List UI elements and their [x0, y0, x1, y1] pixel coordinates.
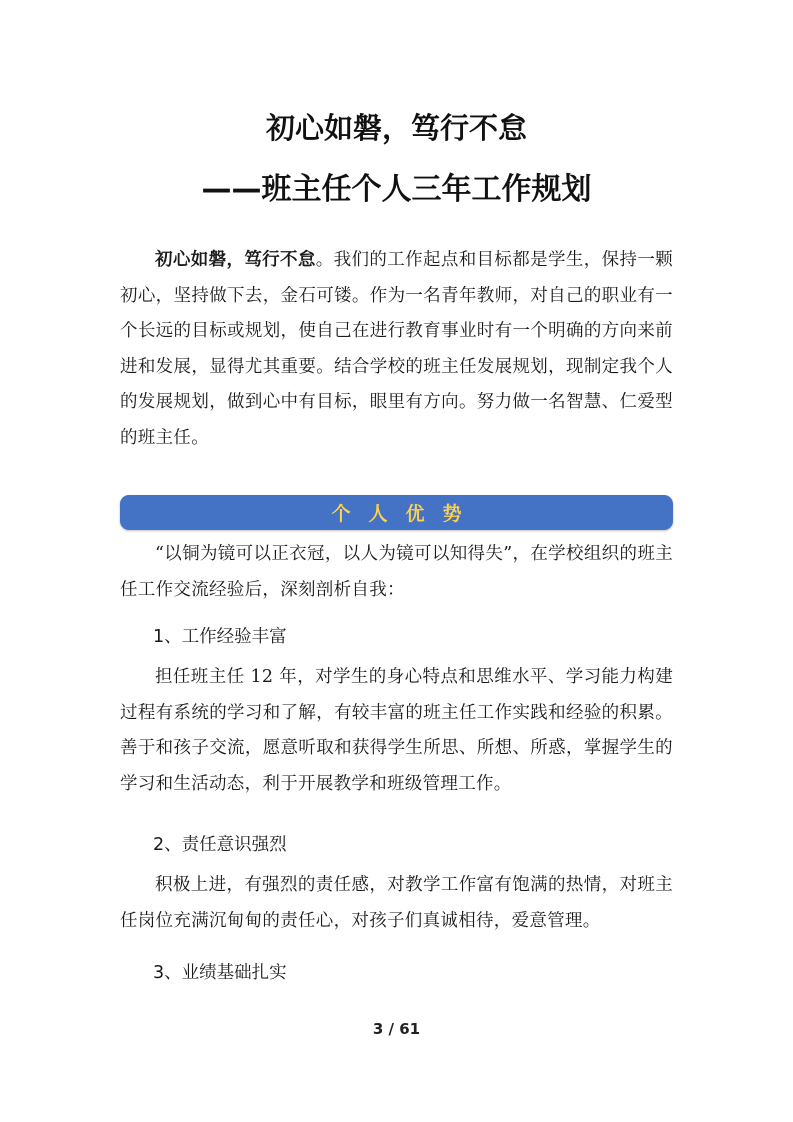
intro-paragraph: [120, 243, 673, 456]
item-paragraph-1: 担任班主任 12 年，对学生的身心特点和思维水平、学习能力构建过程有系统的学习和了解，有较丰富的班主任工作实践和经验的积累。善于和孩子交流，愿意听取和获得学生所思、所想、所惑，掌握学生的学习和生活动态，利于开展教学和班级管理工作。: [120, 667, 673, 794]
section-title: 个人优势: [331, 503, 480, 525]
document-subtitle: ——班主任个人三年工作规划: [201, 172, 592, 207]
item-heading-2: 2、责任意识强烈: [153, 835, 287, 855]
intro-text: 。我们的工作起点和目标都是学生，保持一颗初心，坚持做下去，金石可镂。作为一名青年教师，对自己的职业有一个长远的目标或规划，使自己在进行教育事业时有一个明确的方向来前进和发展，显得尤其重要。结合学校的班主任发展规划，现制定我个人的发展规划，做到心中有目标，眼里有方向。努力做一名智慧、仁爱型的班主任。: [120, 250, 673, 448]
item-heading-3: 3、业绩基础扎实: [153, 963, 287, 983]
item-paragraph-2: 积极上进，有强烈的责任感，对教学工作富有饱满的热情，对班主任岗位充满沉甸甸的责任心，对孩子们真诚相待，爱意管理。: [120, 875, 673, 931]
section-header-bar: [120, 495, 673, 530]
page-number: 3 / 61: [372, 1020, 421, 1038]
quote-paragraph: “以铜为镜可以正衣冠，以人为镜可以知得失”，在学校组织的班主任工作交流经验后，深刻剖析自我：: [120, 544, 673, 600]
intro-lead-bold: 初心如磐，笃行不怠: [155, 250, 316, 270]
item-heading-1: 1、工作经验丰富: [153, 627, 287, 647]
document-title: 初心如磐，笃行不怠: [265, 111, 527, 145]
